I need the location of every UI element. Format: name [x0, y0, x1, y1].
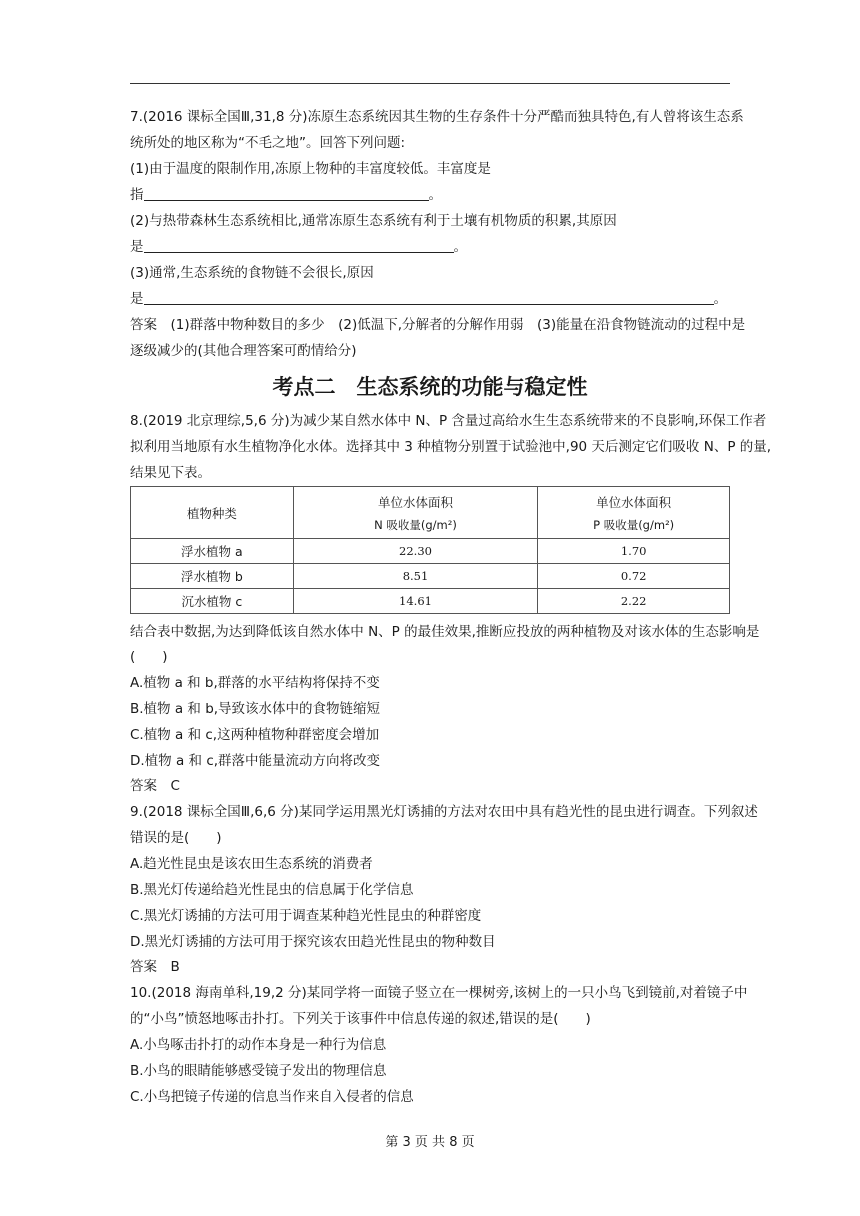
q7-answer-line-1: 答案 (1)群落中物种数目的多少 (2)低温下,分解者的分解作用弱 (3)能量在沿食物链流动的过程中是 — [130, 317, 746, 333]
cell-n-value: 22.30 — [293, 539, 538, 564]
q9-option-c[interactable]: C.黑光灯诱捕的方法可用于调查某种趋光性昆虫的种群密度 — [130, 908, 482, 924]
page-number-footer: 第 3 页 共 8 页 — [385, 1135, 475, 1150]
q7-part1-prefix: 指 — [130, 187, 144, 203]
absorption-table — [130, 486, 730, 614]
q10-option-c[interactable]: C.小鸟把镜子传递的信息当作来自入侵者的信息 — [130, 1089, 414, 1105]
q8-question-line-2: ( ) — [130, 649, 168, 665]
q9-answer: 答案 B — [130, 959, 180, 975]
table-header-row — [131, 487, 730, 539]
q7-part3-blank[interactable] — [144, 290, 714, 305]
table-row — [131, 589, 730, 614]
q7-part1-answer-line — [130, 186, 442, 204]
q8-option-a[interactable]: A.植物 a 和 b,群落的水平结构将保持不变 — [130, 675, 380, 691]
q9-option-b[interactable]: B.黑光灯传递给趋光性昆虫的信息属于化学信息 — [130, 882, 414, 898]
q8-answer: 答案 C — [130, 778, 180, 794]
cell-plant: 浮水植物 a — [131, 539, 294, 564]
q9-stem-line-2: 错误的是( ) — [130, 830, 222, 846]
cell-n-value: 8.51 — [293, 564, 538, 589]
q9-stem-line-1: 9.(2018 课标全国Ⅲ,6,6 分)某同学运用黑光灯诱捕的方法对农田中具有趋光性的昆虫进行调查。下列叙述 — [130, 804, 758, 820]
table-row — [131, 564, 730, 589]
q8-stem-line-2: 拟利用当地原有水生植物净化水体。选择其中 3 种植物分别置于试验池中,90 天后测定它们吸收 N、P 的量, — [130, 439, 772, 455]
header-p-title: 单位水体面积 — [596, 494, 672, 510]
q8-option-d[interactable]: D.植物 a 和 c,群落中能量流动方向将改变 — [130, 753, 381, 769]
q10-option-a[interactable]: A.小鸟啄击扑打的动作本身是一种行为信息 — [130, 1037, 387, 1053]
header-n-title: 单位水体面积 — [377, 494, 453, 510]
section-title: 考点二 生态系统的功能与稳定性 — [272, 375, 588, 399]
q7-part3-suffix: 。 — [713, 291, 727, 307]
q9-option-d[interactable]: D.黑光灯诱捕的方法可用于探究该农田趋光性昆虫的物种数目 — [130, 934, 496, 950]
header-plant-type: 植物种类 — [131, 487, 294, 539]
header-p-absorption — [538, 487, 730, 539]
header-n-absorption — [293, 487, 538, 539]
header-p-unit: P 吸收量(g/m²) — [593, 517, 675, 532]
cell-p-value: 0.72 — [538, 564, 730, 589]
cell-plant: 浮水植物 b — [131, 564, 294, 589]
header-n-unit: N 吸收量(g/m²) — [374, 517, 457, 532]
q7-answer-line-2: 逐级减少的(其他合理答案可酌情给分) — [130, 343, 357, 359]
q7-part3-answer-line — [130, 290, 727, 308]
q8-option-c[interactable]: C.植物 a 和 c,这两种植物种群密度会增加 — [130, 727, 380, 743]
cell-plant: 沉水植物 c — [131, 589, 294, 614]
q7-part1-blank[interactable] — [144, 186, 429, 201]
cell-p-value: 2.22 — [538, 589, 730, 614]
q10-stem-line-1: 10.(2018 海南单科,19,2 分)某同学将一面镜子竖立在一棵树旁,该树上的一只小鸟飞到镜前,对着镜子中 — [130, 985, 748, 1001]
q7-part2-blank[interactable] — [144, 238, 454, 253]
q7-stem-line-2: 统所处的地区称为“不毛之地”。回答下列问题: — [130, 135, 406, 151]
q7-part3-prefix: 是 — [130, 291, 144, 307]
q10-option-b[interactable]: B.小鸟的眼睛能够感受镜子发出的物理信息 — [130, 1063, 387, 1079]
header-rule — [130, 83, 730, 84]
q8-option-b[interactable]: B.植物 a 和 b,导致该水体中的食物链缩短 — [130, 701, 381, 717]
q8-question-line-1: 结合表中数据,为达到降低该自然水体中 N、P 的最佳效果,推断应投放的两种植物及对该水体的生态影响是 — [130, 624, 760, 640]
cell-n-value: 14.61 — [293, 589, 538, 614]
q8-stem-line-1: 8.(2019 北京理综,5,6 分)为减少某自然水体中 N、P 含量过高给水生生态系统带来的不良影响,环保工作者 — [130, 413, 767, 429]
table-row — [131, 539, 730, 564]
q7-part2-prefix: 是 — [130, 239, 144, 255]
q10-stem-line-2: 的“小鸟”愤怒地啄击扑打。下列关于该事件中信息传递的叙述,错误的是( ) — [130, 1011, 591, 1027]
cell-p-value: 1.70 — [538, 539, 730, 564]
q8-stem-line-3: 结果见下表。 — [130, 465, 211, 481]
q7-part2-line: (2)与热带森林生态系统相比,通常冻原生态系统有利于土壤有机物质的积累,其原因 — [130, 213, 617, 229]
q7-part1-line: (1)由于温度的限制作用,冻原上物种的丰富度较低。丰富度是 — [130, 161, 491, 177]
q7-stem-line-1: 7.(2016 课标全国Ⅲ,31,8 分)冻原生态系统因其生物的生存条件十分严酷而独具特色,有人曾将该生态系 — [130, 109, 744, 125]
q7-part2-suffix: 。 — [453, 239, 467, 255]
q7-part3-line: (3)通常,生态系统的食物链不会很长,原因 — [130, 265, 374, 281]
q9-option-a[interactable]: A.趋光性昆虫是该农田生态系统的消费者 — [130, 856, 373, 872]
q7-part1-suffix: 。 — [428, 187, 442, 203]
q7-part2-answer-line — [130, 238, 467, 256]
